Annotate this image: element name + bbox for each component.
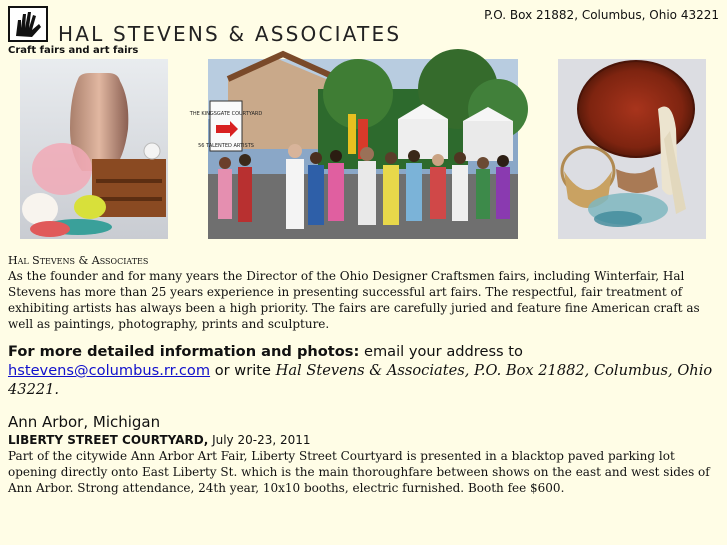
logo-hand-icon [8,6,48,42]
contact-paragraph [8,342,724,399]
event-description: Part of the citywide Ann Arbor Art Fair, Liberty Street Courtyard is presented in a blacktop paved parking lot opening directly onto East Liberty St. which is the main thoroughfare between shows on the east and west sides of Ann Arbor. Strong attendance, 24th year, 10x10 booths, electric furnished. Booth fee $600. [8,449,710,495]
email-link[interactable]: hstevens@columbus.rr.com [8,362,211,379]
brand-name: HAL STEVENS & ASSOCIATES [58,21,402,47]
contact-or-write: or write [210,362,276,379]
pottery-and-glass-photo [20,59,168,239]
event-heading [8,432,724,448]
art-fair-crowd-photo [189,59,518,239]
contact-prompt: email your address to [359,343,523,360]
sign-line1: THE KINGSGATE COURTYARD [189,111,263,117]
about-text: As the founder and for many years the Director of the Ohio Designer Craftsmen fairs, including Winterfair, Hal Stevens has more than 25 years experience in presenting successful art fairs. The respectful, fair treatment of exhibiting artists has always been a high priority. The fairs are carefully juried and feature fine American craft as well as paintings, photography, prints and sculpture. [8,269,700,331]
sign-line2: 56 TALENTED ARTISTS [198,143,254,149]
postal-address: Hal Stevens & Associates, P.O. Box 21882, Columbus, Ohio 43221. [8,362,713,398]
tagline: Craft fairs and art fairs [8,45,139,56]
header-address: P.O. Box 21882, Columbus, Ohio 43221 [484,8,719,22]
about-title: Hal Stevens & Associates [8,254,149,267]
event-city: Ann Arbor, Michigan [8,413,161,431]
event-name: LIBERTY STREET COURTYARD, [8,433,209,447]
event-dates: July 20-23, 2011 [208,433,311,447]
baskets-and-woodwork-photo [558,59,706,239]
contact-lead: For more detailed information and photos: [8,343,360,360]
main-content [8,253,724,496]
